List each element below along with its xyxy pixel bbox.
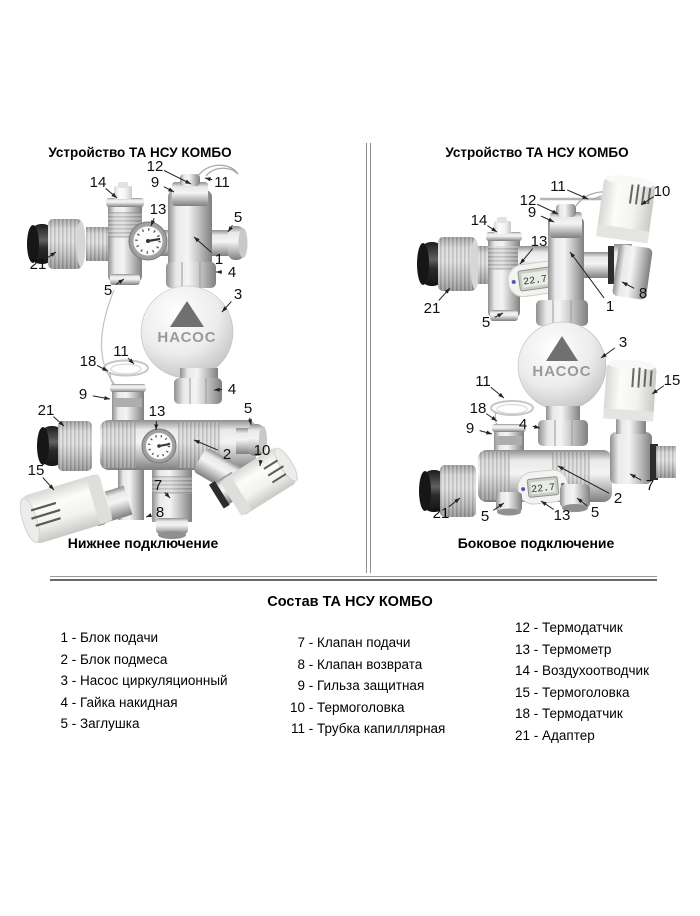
callout-label-8: 8 <box>155 504 165 521</box>
callout-label-18: 18 <box>469 400 487 417</box>
part-name: - Адаптер <box>530 727 595 743</box>
leader-arrowhead-icon <box>146 513 152 517</box>
callout-label-1: 1 <box>605 298 615 315</box>
callout-label-15: 15 <box>663 372 681 389</box>
thermo-head-15 <box>603 358 657 421</box>
callout-label-13: 13 <box>530 233 548 250</box>
callout-label-4: 4 <box>227 381 237 398</box>
pump <box>518 322 606 410</box>
union-nut <box>166 262 216 288</box>
callout-label-2: 2 <box>222 446 232 463</box>
pump-label: НАСОС <box>157 329 217 346</box>
callout-label-12: 12 <box>146 158 164 175</box>
part-name: - Блок подачи <box>68 630 159 645</box>
callout-label-18: 18 <box>79 353 97 370</box>
right-panel-title: Устройство ТА НСУ КОМБО <box>445 145 629 160</box>
part-item-11 <box>285 718 445 740</box>
callout-label-15: 15 <box>27 462 45 479</box>
part-item-3 <box>48 670 228 692</box>
callout-label-14: 14 <box>89 174 107 191</box>
left-panel-title: Устройство ТА НСУ КОМБО <box>48 145 232 160</box>
part-number: 7 <box>297 635 305 650</box>
part-number: 2 <box>60 651 68 667</box>
callout-label-9: 9 <box>78 386 88 403</box>
part-number: 21 <box>514 727 530 743</box>
callout-label-5: 5 <box>480 508 490 525</box>
part-number: 10 <box>289 699 305 715</box>
part-item-10 <box>285 697 445 719</box>
leader-arrowhead-icon <box>216 270 222 274</box>
callout-label-11: 11 <box>113 343 129 360</box>
pump-label: НАСОС <box>532 363 592 380</box>
part-item-15 <box>510 682 649 704</box>
thermo-head-10 <box>596 173 656 244</box>
part-name: - Термодатчик <box>530 706 623 722</box>
thermometer-dial-lower <box>142 429 176 463</box>
horizontal-divider <box>50 576 657 581</box>
callout-label-12: 12 <box>519 192 537 209</box>
part-item-21 <box>510 725 649 747</box>
adapter-part-lower <box>37 421 92 471</box>
part-item-14 <box>510 660 649 682</box>
callout-label-7: 7 <box>153 477 163 494</box>
part-item-8 <box>285 654 445 676</box>
callout-label-11: 11 <box>214 174 230 191</box>
callout-label-13: 13 <box>149 201 167 218</box>
callout-label-9: 9 <box>527 204 537 221</box>
right-panel-caption: Боковое подключение <box>457 535 615 551</box>
legend-title: Состав ТА НСУ КОМБО <box>267 594 433 610</box>
callout-label-13: 13 <box>148 403 166 420</box>
part-number: 13 <box>514 641 530 657</box>
diagram-side-connection <box>400 140 700 560</box>
union-nut-lower <box>174 378 222 404</box>
leader-arrowhead-icon <box>491 416 497 421</box>
left-panel-caption: Нижнее подключение <box>67 535 219 551</box>
part-item-5 <box>48 713 228 735</box>
callout-label-14: 14 <box>470 212 488 229</box>
callout-label-1: 1 <box>214 251 224 268</box>
part-name: - Гильза защитная <box>305 678 425 694</box>
part-item-13 <box>510 639 649 661</box>
callout-label-11: 11 <box>475 373 491 390</box>
callout-label-4: 4 <box>518 416 528 433</box>
leader-arrowhead-icon <box>486 431 492 435</box>
callout-label-5: 5 <box>103 282 113 299</box>
thermometer-dial <box>129 222 167 260</box>
part-number: 15 <box>514 684 530 700</box>
part-item-18 <box>510 703 649 725</box>
callout-label-3: 3 <box>233 286 243 303</box>
vertical-divider <box>366 143 371 573</box>
callout-label-21: 21 <box>432 505 450 522</box>
callout-label-21: 21 <box>29 256 47 273</box>
callout-label-21: 21 <box>423 300 441 317</box>
part-name: - Трубка капиллярная <box>305 721 446 737</box>
plug-part-left <box>496 492 522 516</box>
supply-valve-body <box>610 432 676 484</box>
part-item-9 <box>285 675 445 697</box>
part-name: - Гайка накидная <box>68 694 178 710</box>
callout-label-7: 7 <box>645 477 655 494</box>
part-number: 11 <box>290 721 305 737</box>
part-name: - Воздухоотводчик <box>530 663 649 679</box>
part-name: - Насос циркуляционный <box>68 673 228 689</box>
part-name: - Термометр <box>530 641 612 657</box>
part-item-1 <box>48 627 228 649</box>
callout-label-10: 10 <box>253 442 271 459</box>
male-thread <box>86 227 108 261</box>
parts-column-1 <box>48 627 228 735</box>
callout-label-9: 9 <box>465 420 475 437</box>
callout-label-9: 9 <box>150 174 160 191</box>
part-number: 8 <box>297 656 305 672</box>
part-name: - Термоголовка <box>530 684 630 700</box>
part-item-2 <box>48 649 228 671</box>
callout-label-13: 13 <box>553 507 571 524</box>
callout-label-5: 5 <box>481 314 491 331</box>
part-number: 3 <box>60 673 68 689</box>
part-number: 5 <box>60 716 68 732</box>
parts-column-2 <box>285 632 445 740</box>
callout-label-2: 2 <box>613 490 623 507</box>
parts-column-3 <box>510 617 649 747</box>
lcd-reading: 22.7 <box>522 274 549 289</box>
callout-label-11: 11 <box>550 178 566 195</box>
callout-label-3: 3 <box>618 334 628 351</box>
leader-arrowhead-icon <box>104 396 110 400</box>
callout-label-10: 10 <box>653 183 671 200</box>
part-item-4 <box>48 692 228 714</box>
part-number: 4 <box>60 694 68 710</box>
diagram-bottom-connection <box>10 140 360 560</box>
pump <box>141 286 233 378</box>
part-name: - Термодатчик <box>530 620 623 635</box>
lcd-reading: 22.7 <box>530 482 556 497</box>
callout-label-4: 4 <box>227 264 237 281</box>
pump-outlet <box>546 406 580 422</box>
part-number: 1 <box>60 630 68 645</box>
callout-label-5: 5 <box>590 504 600 521</box>
part-number: 14 <box>514 663 530 679</box>
part-number: 12 <box>514 620 530 635</box>
adapter-part <box>417 237 480 291</box>
part-name: - Клапан возврата <box>305 656 423 672</box>
callout-label-5: 5 <box>233 209 243 226</box>
part-name: - Заглушка <box>68 716 140 732</box>
supply-body <box>548 204 584 312</box>
callout-label-5: 5 <box>243 400 253 417</box>
part-name: - Блок подмеса <box>68 651 168 667</box>
part-item-7 <box>285 632 445 654</box>
part-number: 9 <box>297 678 305 694</box>
callout-label-21: 21 <box>37 402 55 419</box>
union-nut-lower <box>538 420 588 446</box>
part-number: 18 <box>514 706 530 722</box>
sensor-well <box>110 384 146 426</box>
part-item-12 <box>510 617 649 639</box>
part-name: - Термоголовка <box>305 699 405 715</box>
part-name: - Клапан подачи <box>305 635 411 650</box>
callout-label-8: 8 <box>638 285 648 302</box>
